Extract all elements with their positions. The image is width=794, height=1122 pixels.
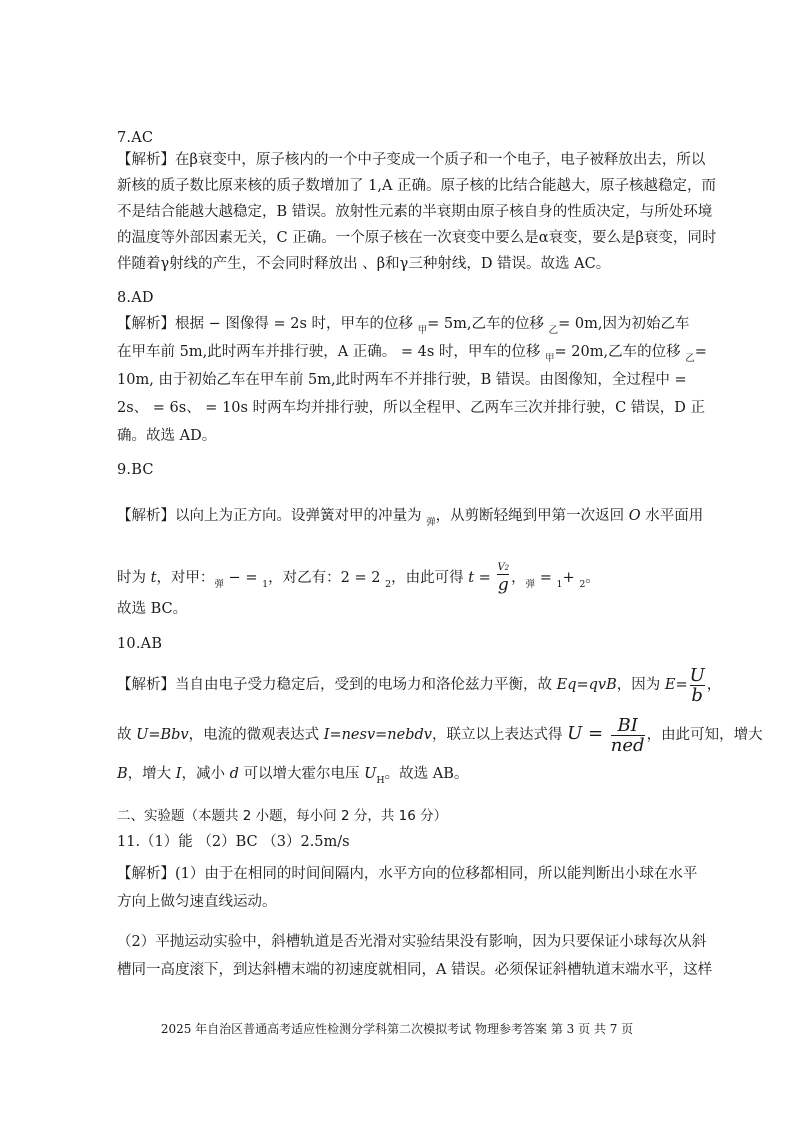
q11-line-2: 方向上做匀速直线运动。 xyxy=(117,894,277,910)
q10-l3-u: U xyxy=(364,766,377,782)
q10-eq-u: U=Bbv xyxy=(136,727,189,743)
q10-line-2 xyxy=(117,712,763,757)
q10-l3-text-d: ，减小 xyxy=(181,766,230,782)
q10-l3-text-f: 可以增大霍尔电压 xyxy=(238,766,365,782)
q10-l1-text-b: ，因为 xyxy=(616,677,665,693)
q8-line-1 xyxy=(117,314,690,336)
q8-line-5: 确。故选 AD。 xyxy=(117,428,217,444)
q9-l2-eq: = xyxy=(474,570,496,586)
q8-l1-text-c: = 0m,因为初始乙车 xyxy=(558,316,690,332)
q10-l3-text-i: 。故选 AB。 xyxy=(384,766,469,782)
q10-frac2-den: ned xyxy=(610,734,645,756)
q11-answer-head: 11.（1）能 （2）BC （3）2.5m/s xyxy=(117,834,350,850)
q10-eq-force-balance: Eq=qvB xyxy=(556,677,617,693)
q8-line-2 xyxy=(117,342,707,364)
q9-l2-sub-2: 1 xyxy=(262,579,269,590)
q9-frac-v-sub: 2 xyxy=(504,563,510,572)
q10-frac1-num: U xyxy=(689,664,705,686)
q10-eq-e: E= xyxy=(664,677,688,693)
q10-l2-text-a: 故 xyxy=(117,727,137,743)
q10-l3-b: B xyxy=(117,766,128,782)
q8-l1-text-b: = 5m,乙车的位移 xyxy=(427,316,549,332)
q9-line-2 xyxy=(117,556,677,602)
q10-eq-u2: U xyxy=(567,723,583,744)
q8-l1-sub-2: 乙 xyxy=(548,325,559,336)
q8-l2-text-c: = xyxy=(694,344,707,360)
q8-l2-text-b: = 20m,乙车的位移 xyxy=(554,344,686,360)
q7-answer-head: 7.AC xyxy=(117,130,154,146)
q9-l1-text-c: 水平面用 xyxy=(640,508,704,524)
q9-l2-text-a: 时为 xyxy=(117,570,151,586)
q9-l1-sub: 弹 xyxy=(426,517,436,528)
q9-l2-sub-4: 弹 xyxy=(525,579,536,590)
q7-line-1: 【解析】在β衰变中，原子核内的一个中子变成一个质子和一个电子，电子被释放出去，所以 xyxy=(117,152,706,168)
q10-eq-current: I=nesv=nebdv xyxy=(323,727,432,743)
q9-l1-text: 【解析】以向上为正方向。设弹簧对甲的冲量为 xyxy=(117,508,427,524)
q10-l1-text-a: 【解析】当自由电子受力稳定后，受到的电场力和洛伦兹力平衡，故 xyxy=(117,677,557,693)
q10-eq-u2-equals: = xyxy=(582,723,609,744)
q8-l2-sub-2: 乙 xyxy=(685,353,695,364)
q9-frac-v: V xyxy=(497,561,505,573)
q8-line-3: 10m, 由于初始乙车在甲车前 5m,此时两车不并排行驶，B 错误。由图像知，全过程中 = xyxy=(117,372,687,388)
q9-fraction-numerator xyxy=(497,562,509,574)
q9-fraction xyxy=(497,562,509,595)
q11-line-3: （2）平抛运动实验中，斜槽轨道是否光滑对实验结果没有影响，因为只要保证小球每次从斜 xyxy=(117,934,707,950)
q9-l2-text-g: = xyxy=(535,570,557,586)
q9-l2-text-e: ，由此可得 xyxy=(391,570,469,586)
q9-l2-sub-5: 1 xyxy=(556,579,563,590)
q9-l1-point-o: O xyxy=(628,508,641,524)
q10-l3-i: I xyxy=(175,766,182,782)
q9-l2-text-d: ，对乙有：2 = 2 xyxy=(268,570,386,586)
q10-l2-text-d: ，由此可知，增大 xyxy=(646,727,763,743)
q9-l2-sub-6: 2 xyxy=(579,579,586,590)
q8-l2-text-a: 在甲车前 5m,此时两车并排行驶，A 正确。 = 4s 时，甲车的位移 xyxy=(117,344,546,360)
q8-l1-text-a: 【解析】根据 − 图像得 = 2s 时，甲车的位移 xyxy=(117,316,418,332)
q9-l2-text-i: 。 xyxy=(585,570,600,586)
q9-l2-sub-1: 弹 xyxy=(214,579,224,590)
section-heading-experiments: 二、实验题（本题共 2 小题，每小问 2 分，共 16 分） xyxy=(117,808,448,824)
q10-l3-d: d xyxy=(229,766,239,782)
q10-fraction-u-b xyxy=(690,666,705,705)
q11-line-1: 【解析】(1）由于在相同的时间间隔内，水平方向的位移都相同，所以能判断出小球在水平 xyxy=(117,866,698,882)
q10-l3-text-b: ，增大 xyxy=(127,766,176,782)
q11-line-4: 槽同一高度滚下，到达斜槽末端的初速度就相同，A 错误。必须保证斜槽轨道末端水平，这样 xyxy=(117,962,713,978)
q10-fraction-bi-ned xyxy=(611,716,645,755)
q9-l2-text-h: + xyxy=(562,570,580,586)
q9-l2-text-c: − = xyxy=(223,570,263,586)
q10-frac2-num: BI xyxy=(617,714,638,736)
q8-l2-sub-1: 甲 xyxy=(545,353,555,364)
q9-fraction-denominator: g xyxy=(497,574,509,595)
q9-line-1 xyxy=(117,506,704,528)
q10-answer-head: 10.AB xyxy=(117,636,163,652)
q7-line-5: 伴随着γ射线的产生，不会同时释放出 、β和γ三种射线，D 错误。故选 AC。 xyxy=(117,256,611,272)
q9-answer-head: 9.BC xyxy=(117,462,154,478)
q9-l2-t: t xyxy=(150,570,157,586)
q7-line-3: 不是结合能越大越稳定，B 错误。放射性元素的半衰期由原子核自身的性质决定，与所处环境 xyxy=(117,204,713,220)
q9-l1-text-b: ，从剪断轻绳到甲第一次返回 xyxy=(435,508,629,524)
q9-l2-sub-3: 2 xyxy=(385,579,392,590)
q9-l2-t2: t xyxy=(468,570,475,586)
q8-line-4: 2s、 = 6s、 = 10s 时两车均并排行驶，所以全程甲、乙两车三次并排行驶，C 错误，D 正 xyxy=(117,400,706,416)
q10-l1-text-c: ， xyxy=(706,677,722,693)
page-footer: 2025 年自治区普通高考适应性检测分学科第二次模拟考试 物理参考答案 第 3 页 共 7 页 xyxy=(160,1022,634,1036)
q10-frac1-den: b xyxy=(691,684,703,706)
q10-l2-text-c: ，联立以上表达式得 xyxy=(431,727,568,743)
q9-l2-text-f: ， xyxy=(511,570,526,586)
q10-l2-text-b: ，电流的微观表达式 xyxy=(188,727,324,743)
q9-line-3: 故选 BC。 xyxy=(117,601,188,617)
q8-answer-head: 8.AD xyxy=(117,290,154,306)
q9-l2-text-b: ，对甲： xyxy=(156,570,215,586)
q7-line-4: 的温度等外部因素无关，C 正确。一个原子核在一次衰变中要么是α衰变，要么是β衰变，同时 xyxy=(117,230,717,246)
q7-line-2: 新核的质子数比原来核的质子数增加了 1,A 正确。原子核的比结合能越大，原子核越稳定，而 xyxy=(117,178,717,194)
q10-line-3 xyxy=(117,764,677,786)
q10-line-1 xyxy=(117,663,722,707)
q8-l1-sub-1: 甲 xyxy=(417,325,428,336)
q10-l3-sub-h: H xyxy=(376,775,385,786)
